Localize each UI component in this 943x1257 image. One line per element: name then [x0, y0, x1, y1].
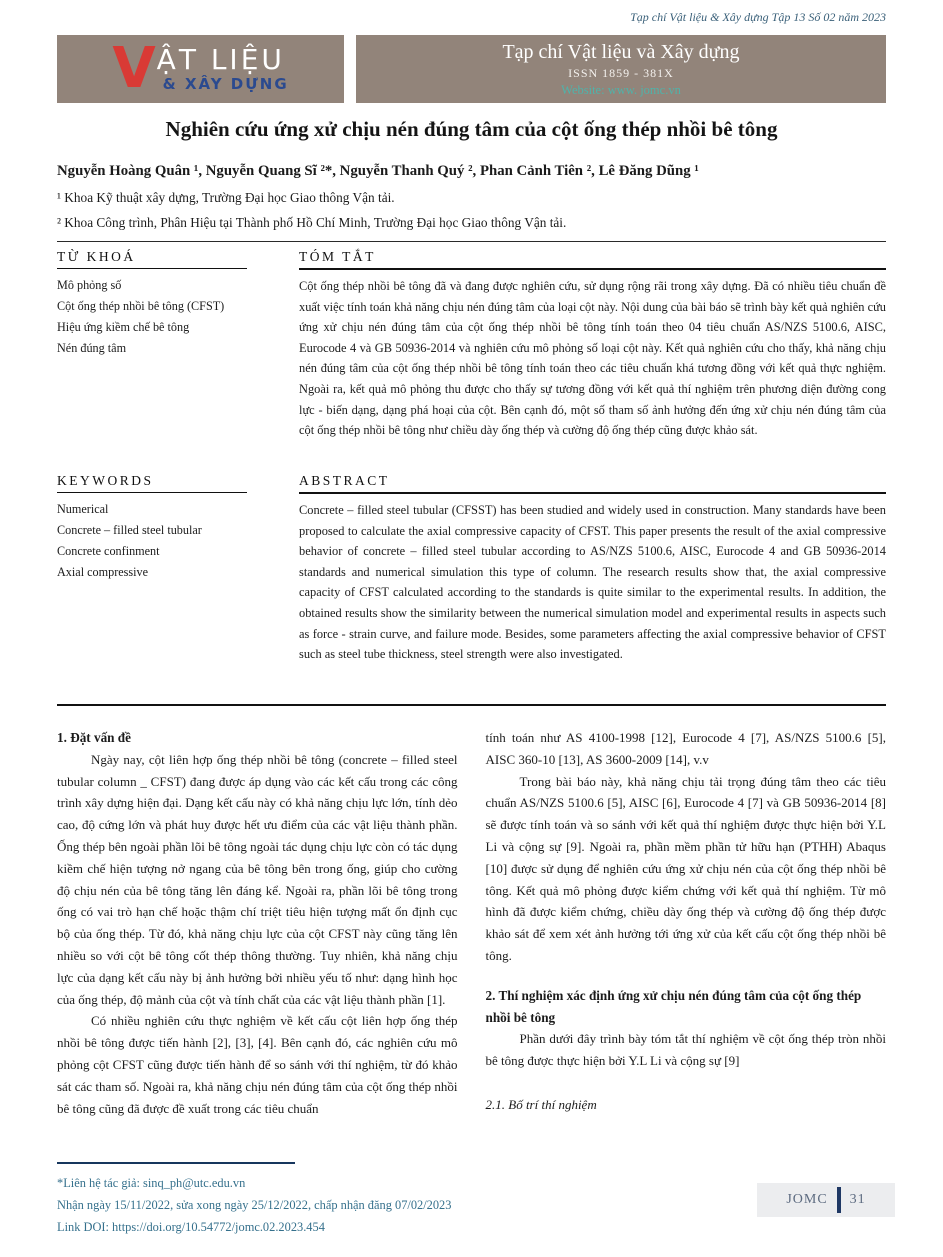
masthead — [57, 35, 886, 103]
logo-subtitle: & XÂY DỰNG — [162, 74, 289, 93]
subsection-2-1-heading: 2.1. Bố trí thí nghiệm — [485, 1096, 597, 1112]
meta-section-english — [57, 466, 886, 694]
body-right-column — [486, 719, 887, 1167]
journal-banner — [356, 35, 886, 103]
section-2-heading: 2. Thí nghiệm xác định ứng xử chịu nén đúng tâm của cột ống thép nhồi bê tông — [485, 987, 862, 1025]
logo-text — [157, 45, 289, 92]
keyword-item: Concrete – filled steel tubular — [57, 523, 202, 537]
affiliation-2: ² Khoa Công trình, Phân Hiệu tại Thành phố Hồ Chí Minh, Trường Đại học Giao thông Vận tải. — [57, 215, 567, 230]
abstract-en-column — [299, 466, 886, 694]
body-paragraph: Có nhiều nghiên cứu thực nghiệm về kết cấu cột liên hợp ống thép nhồi bê tông được tiến hành [2], [3], [4]. Bên cạnh đó, các nghiên cứu mô phỏng cột CFST cũng được tiến hành để so sánh với thí nghiệm, từ đó khảo sát các tham số. Ngoài ra, khả năng chịu nén đúng tâm của cột ống thép nhồi bê tông cũng đã được đề xuất trong các tiêu chuẩn — [57, 1013, 458, 1116]
journal-logo — [57, 35, 344, 103]
journal-website-link[interactable]: Website: www. jomc.vn — [561, 82, 681, 97]
footnote-divider — [57, 1162, 295, 1164]
body-paragraph: tính toán như AS 4100-1998 [12], Eurocode 4 [7], AS/NZS 5100.6 [5], AISC 360-10 [13], AS 3600-2009 [14], v.v — [485, 730, 886, 767]
abstract-vn-text: Cột ống thép nhồi bê tông đã và đang được nghiên cứu, sử dụng rộng rãi trong xây dựng. Đã có nhiều tiêu chuẩn đề xuất việc tính toán khả năng chịu nén đúng tâm của loại cột này. Nội dung của bài báo sẽ trình bày kết quả nghiên cứu ứng xử chịu nén đúng tâm của cột ống thép nhồi bê tông tính toán theo 04 tiêu chuẩn AS/NZS 5100.6, AISC, Eurocode 4 và GB 50936-2014 và nghiên cứu mô phỏng số loại cột này. Kết quả nghiên cứu cho thấy, khả năng chịu nén đúng tâm của cột ống thép nhồi bê tông tính toán theo các tiêu chuẩn khá tương đồng với kết quả thực nghiệm. Ngoài ra, kết quả mô phỏng thu được cho thấy sự tương đồng với kết quả thí nghiệm trên phương diện đường cong lực - biến dạng, dạng phá hoại của cột. Bên cạnh đó, một số tham số ảnh hưởng đến ứng xử chịu nén đúng tâm của cột ống thép nhồi bê tông như chiều dày ống thép và cường độ ống thép cũng được khảo sát. — [299, 279, 886, 438]
affiliation-1: ¹ Khoa Kỹ thuật xây dựng, Trường Đại học Giao thông Vận tải. — [57, 190, 395, 205]
logo-v-letter: V — [112, 36, 156, 102]
body-paragraph: Trong bài báo này, khả năng chịu tải trọng đúng tâm theo các tiêu chuẩn AS/NZS 5100.6 [5], AISC [6], Eurocode 4 [7] và GB 50936-2014 [8] sẽ được tính toán và so sánh với kết quả thí nghiệm được thực hiện bởi Y.L Li và cộng sự [9]. Ngoài ra, phần mềm phần tử hữu hạn (PTHH) Abaqus [10] được sử dụng để nghiên cứu ứng xử chịu nén của cột ống thép nhồi bê tông. Kết quả mô phỏng được kiểm chứng với kết quả thí nghiệm. Từ mô hình đã được kiểm chứng, chiều dày ống thép và cường độ ống thép được khảo sát để xem xét ảnh hưởng tới ứng xử của kết cấu cột ống thép nhồi bê tông. — [485, 773, 886, 963]
keywords-en-column — [57, 466, 269, 694]
keywords-vn-list — [57, 275, 269, 359]
abstract-vn-column — [299, 242, 886, 466]
doi-link[interactable]: Link DOI: https://doi.org/10.54772/jomc.02.2023.454 — [57, 1220, 325, 1234]
keyword-item: Concrete confinment — [57, 544, 160, 558]
paper-title: Nghiên cứu ứng xử chịu nén đúng tâm của cột ống thép nhồi bê tông — [165, 117, 778, 141]
keyword-item: Axial compressive — [57, 565, 149, 579]
body-left-column — [57, 719, 458, 1167]
section-1-heading: 1. Đặt vấn đề — [57, 730, 131, 745]
abstract-en-heading: ABSTRACT — [299, 466, 886, 494]
page-number: 31 — [849, 1192, 866, 1207]
keywords-en-heading: KEYWORDS — [57, 466, 247, 493]
abstract-vn-heading: TÓM TẮT — [299, 242, 886, 270]
keyword-item: Nén đúng tâm — [57, 341, 127, 355]
keyword-item: Numerical — [57, 502, 109, 516]
keyword-item: Mô phỏng số — [57, 278, 122, 292]
abstract-en-text: Concrete – filled steel tubular (CFSST) has been studied and widely used in construction. Many standards have been proposed to calculate the axial compressive capacity of CFST. This paper presents the result of the axial compressive behavior of concrete – filled steel tubular according to AS/NZS 5100.6, AISC, Eurocode 4 and GB 50936-2014 standards and numerical simulation this type of column. The research results show that, the axial compressive capacity of CFST calculated according to the standards is quite similar to the experimental results. In addition, the obtained results show the similarity between the numerical simulation model and experimental results in aspects such as force - strain curve, and failure mode. Besides, some parameters affecting the axial compressive behavior of CFST such as steel tube thickness, steel strength were also investigated. — [299, 503, 886, 662]
footnote-block — [57, 1172, 451, 1238]
corresponding-author-email-link[interactable]: *Liên hệ tác giả: sinq_ph@utc.edu.vn — [57, 1176, 246, 1190]
body-paragraph: Phần dưới đây trình bày tóm tắt thí nghiệm về cột ống thép tròn nhồi bê tông được thực hiện bởi Y.L Li và cộng sự [9] — [485, 1031, 886, 1069]
keywords-vn-heading: TỪ KHOÁ — [57, 242, 247, 269]
issue-note: Tạp chí Vật liệu & Xây dựng Tập 13 Số 02 năm 2023 — [630, 10, 886, 24]
author-list: Nguyễn Hoàng Quân ¹, Nguyễn Quang Sĩ ²*, Nguyễn Thanh Quý ², Phan Cảnh Tiên ², Lê Đăng Dũng ¹ — [57, 163, 699, 179]
affiliations — [57, 185, 886, 235]
keywords-vn-column — [57, 242, 269, 466]
divider-body — [57, 704, 886, 706]
body-paragraph: Ngày nay, cột liên hợp ống thép nhồi bê tông (concrete – filled steel tubular column _ CFST) đang được áp dụng vào các kết cấu trong các công trình xây dựng hiện đại. Dạng kết cấu này có khả năng chịu lực lớn, tính dẻo cao, độ cứng lớn và phát huy được hết ưu điểm của các vật liệu thành phần. Ống thép bên ngoài phần lõi bê tông ngoài tác dụng chịu lực còn có tác dụng kiềm chế hiện tượng nở ngang của bê tông bên trong ống, giúp cho cường độ chịu nén của bê tông tăng lên đáng kể. Ngoài ra, phần lõi bê tông trong ống có vai trò hạn chế hoặc thậm chí triệt tiêu hiện tượng mất ổn định cục bộ của ống thép. Từ đó, khả năng chịu lực của cột CFST này cũng tăng lên nhiều so với cột bê tông cốt thép thông thường. Tuy nhiên, khả năng chịu lực của dạng kết cấu này bị ảnh hưởng bởi nhiều yếu tố như: dạng hình học của ống thép, độ mảnh của cột và tính chất của các vật liệu thành phần [1]. — [57, 751, 458, 1007]
meta-section-vietnamese — [57, 242, 886, 466]
keywords-en-list — [57, 499, 269, 583]
submission-dates: Nhận ngày 15/11/2022, sửa xong ngày 25/12/2022, chấp nhận đăng 07/02/2023 — [57, 1198, 452, 1212]
logo-title: ẬT LIỆU — [156, 43, 285, 77]
article-body — [57, 719, 886, 1167]
journal-title: Tạp chí Vật liệu và Xây dựng — [502, 40, 740, 63]
journal-code: JOMC — [786, 1192, 828, 1207]
journal-issn: ISSN 1859 - 381X — [568, 65, 674, 80]
page-number-badge — [757, 1183, 895, 1217]
keyword-item: Cột ống thép nhồi bê tông (CFST) — [57, 299, 225, 313]
badge-divider-bar — [837, 1187, 841, 1213]
keyword-item: Hiệu ứng kiềm chế bê tông — [57, 320, 190, 334]
